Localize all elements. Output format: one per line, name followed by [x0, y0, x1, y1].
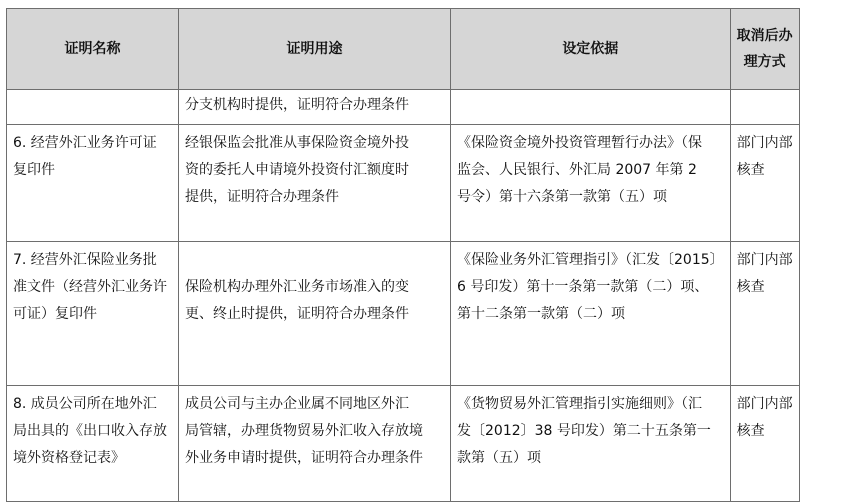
- cell-text: 7. 经营外汇保险业务批: [13, 252, 157, 268]
- cell-text: 核查: [736, 279, 765, 295]
- cell-text: 部门内部: [736, 396, 793, 412]
- cell-text: 外业务申请时提供，证明符合办理条件: [185, 450, 423, 466]
- cell-text: 局管辖，办理货物贸易外汇收入存放境: [185, 423, 423, 439]
- header-basis: 设定依据: [451, 9, 731, 90]
- table-row: [7, 90, 800, 125]
- cell-method: [730, 90, 799, 125]
- cell-text: 6 号印发）第十一条第一款第（二）项、: [457, 279, 709, 295]
- cell-text: 部门内部: [736, 135, 793, 151]
- cell-text: 资的委托人申请境外投资付汇额度时: [185, 162, 409, 178]
- cell-name: [7, 125, 179, 242]
- cell-name: [7, 90, 179, 125]
- header-method-line-1: 取消后办: [736, 28, 793, 44]
- cell-text: 复印件: [13, 162, 55, 178]
- cell-name: [7, 386, 179, 502]
- cell-name: [7, 242, 179, 386]
- cell-purpose: [179, 90, 451, 125]
- cell-text: 《保险业务外汇管理指引》（汇发〔2015〕: [457, 252, 724, 268]
- cell-text: 款第（五）项: [457, 450, 541, 466]
- cell-text: 经银保监会批准从事保险资金境外投: [185, 135, 409, 151]
- cell-basis: [451, 242, 731, 386]
- cell-text: 分支机构时提供，证明符合办理条件: [185, 97, 409, 113]
- cell-text: 部门内部: [736, 252, 793, 268]
- cell-text: 提供，证明符合办理条件: [185, 189, 339, 205]
- cell-text: 境外资格登记表》: [13, 450, 125, 466]
- header-name: 证明名称: [7, 9, 179, 90]
- cell-text: 可证）复印件: [13, 306, 97, 322]
- cell-text: 《保险资金境外投资管理暂行办法》（保: [457, 135, 702, 151]
- cell-method: [730, 386, 799, 502]
- cell-method: [730, 242, 799, 386]
- cell-text: 更、终止时提供，证明符合办理条件: [185, 306, 409, 322]
- cell-text: 核查: [736, 162, 765, 178]
- cell-text: 监会、人民银行、外汇局 2007 年第 2: [457, 162, 697, 178]
- cell-purpose: [179, 125, 451, 242]
- cell-text: 局出具的《出口收入存放: [13, 423, 167, 439]
- header-purpose: 证明用途: [179, 9, 451, 90]
- table-row: [7, 125, 800, 242]
- certificate-table: [6, 8, 800, 502]
- cell-basis: [451, 90, 731, 125]
- header-method-line-2: 理方式: [743, 54, 786, 70]
- cell-text: 保险机构办理外汇业务市场准入的变: [185, 279, 409, 295]
- table-header-row: [7, 9, 800, 90]
- cell-text: 6. 经营外汇业务许可证: [13, 135, 157, 151]
- table-row: [7, 242, 800, 386]
- cell-basis: [451, 386, 731, 502]
- cell-text: 发〔2012〕38 号印发）第二十五条第一: [457, 423, 711, 439]
- cell-text: 第十二条第一款第（二）项: [457, 306, 625, 322]
- cell-method: [730, 125, 799, 242]
- cell-text: 《货物贸易外汇管理指引实施细则》（汇: [457, 396, 702, 412]
- cell-text: 核查: [736, 423, 765, 439]
- cell-text: 成员公司与主办企业属不同地区外汇: [185, 396, 409, 412]
- cell-basis: [451, 125, 731, 242]
- header-method: [730, 9, 799, 90]
- cell-purpose: [179, 386, 451, 502]
- table-row: [7, 386, 800, 502]
- cell-text: 号令）第十六条第一款第（五）项: [457, 189, 667, 205]
- cell-text: 准文件（经营外汇业务许: [13, 279, 167, 295]
- cell-purpose: [179, 242, 451, 386]
- cell-text: 8. 成员公司所在地外汇: [13, 396, 157, 412]
